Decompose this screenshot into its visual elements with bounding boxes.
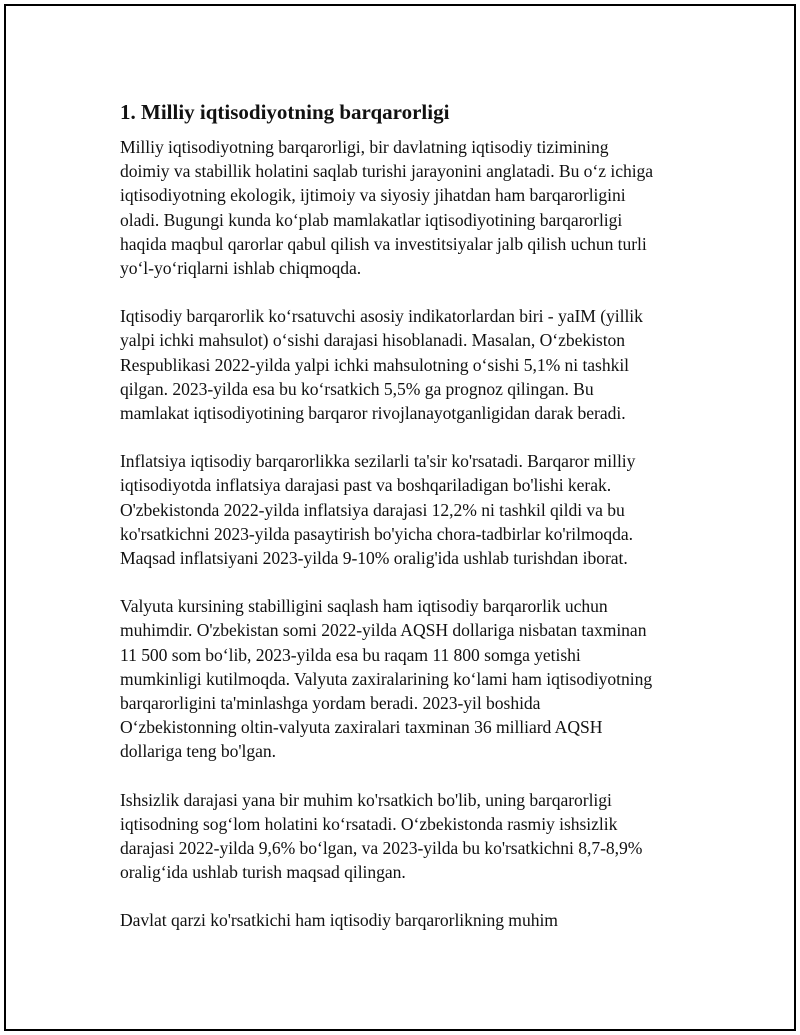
paragraph-line: Respublikasi 2022-yilda yalpi ichki mahsulotning oʻsishi 5,1% ni tashkil xyxy=(120,354,630,375)
paragraph-line: darajasi 2022-yilda 9,6% boʻlgan, va 2023-yilda bu ko'rsatkichni 8,7-8,9% xyxy=(120,838,643,859)
paragraph-line: Davlat qarzi ko'rsatkichi ham iqtisodiy barqarorlikning muhim xyxy=(120,910,558,931)
paragraph-line: iqtisodning sogʻlom holatini koʻrsatadi. Oʻzbekistonda rasmiy ishsizlik xyxy=(120,813,618,834)
paragraph-line: yalpi ichki mahsulot) oʻsishi darajasi hisoblanadi. Masalan, Oʻzbekiston xyxy=(120,330,626,351)
paragraph-line: dollariga teng bo'lgan. xyxy=(120,741,276,762)
paragraph-line: qilgan. 2023-yilda esa bu koʻrsatkich 5,5% ga prognoz qilingan. Bu xyxy=(120,378,594,399)
paragraph-line: Iqtisodiy barqarorlik koʻrsatuvchi asosiy indikatorlardan biri - yaIM (yillik xyxy=(120,306,643,327)
paragraph-line: 11 500 som boʻlib, 2023-yilda esa bu raqam 11 800 somga yetishi xyxy=(120,644,581,665)
paragraph-line: ko'rsatkichni 2023-yilda pasaytirish bo'yicha chora-tadbirlar ko'rilmoqda. xyxy=(120,523,633,544)
paragraph-line: Ishsizlik darajasi yana bir muhim ko'rsatkich bo'lib, uning barqarorligi xyxy=(120,789,612,810)
paragraph-line: Valyuta kursining stabilligini saqlash ham iqtisodiy barqarorlik uchun xyxy=(120,596,608,617)
page-frame xyxy=(4,4,796,1031)
paragraph-line: Inflatsiya iqtisodiy barqarorlikka sezilarli ta'sir ko'rsatadi. Barqaror milliy xyxy=(120,451,636,472)
paragraph-line: doimiy va stabillik holatini saqlab turishi jarayonini anglatadi. Bu oʻz ichiga xyxy=(120,161,654,182)
paragraph xyxy=(120,594,710,763)
paragraph xyxy=(120,788,710,885)
paragraph-line: iqtisodiyotda inflatsiya darajasi past va boshqariladigan bo'lishi kerak. xyxy=(120,475,612,496)
paragraph-line: muhimdir. O'zbekistan somi 2022-yilda AQSH dollariga nisbatan taxminan xyxy=(120,620,647,641)
paragraph-line: O'zbekistonda 2022-yilda inflatsiya darajasi 12,2% ni tashkil qildi va bu xyxy=(120,499,625,520)
paragraph-list xyxy=(120,135,710,933)
paragraph-line: oladi. Bugungi kunda koʻplab mamlakatlar iqtisodiyotining barqarorligi xyxy=(120,209,623,230)
paragraph-line: iqtisodiyotning ekologik, ijtimoiy va siyosiy jihatdan ham barqarorligini xyxy=(120,185,626,206)
paragraph xyxy=(120,135,710,280)
paragraph-line: mumkinligi kutilmoqda. Valyuta zaxiralarining koʻlami ham iqtisodiyotning xyxy=(120,668,653,689)
paragraph-line: Milliy iqtisodiyotning barqarorligi, bir davlatning iqtisodiy tizimining xyxy=(120,137,609,157)
paragraph xyxy=(120,449,710,570)
paragraph-line: haqida maqbul qarorlar qabul qilish va investitsiyalar jalb qilish uchun turli xyxy=(120,233,647,254)
section-heading: 1. Milliy iqtisodiyotning barqarorligi xyxy=(120,100,450,124)
paragraph-line: oraligʻida ushlab turish maqsad qilingan. xyxy=(120,862,406,883)
paragraph-line: mamlakat iqtisodiyotining barqaror rivojlanayotganligidan darak beradi. xyxy=(120,403,626,424)
document-body xyxy=(120,98,710,957)
paragraph xyxy=(120,304,710,425)
paragraph xyxy=(120,908,710,932)
paragraph-line: Oʻzbekistonning oltin-valyuta zaxiralari taxminan 36 milliard AQSH xyxy=(120,717,603,738)
paragraph-line: Maqsad inflatsiyani 2023-yilda 9-10% oralig'ida ushlab turishdan iborat. xyxy=(120,548,628,569)
paragraph-line: yoʻl-yoʻriqlarni ishlab chiqmoqda. xyxy=(120,258,362,279)
paragraph-line: barqarorligini ta'minlashga yordam beradi. 2023-yil boshida xyxy=(120,693,541,714)
